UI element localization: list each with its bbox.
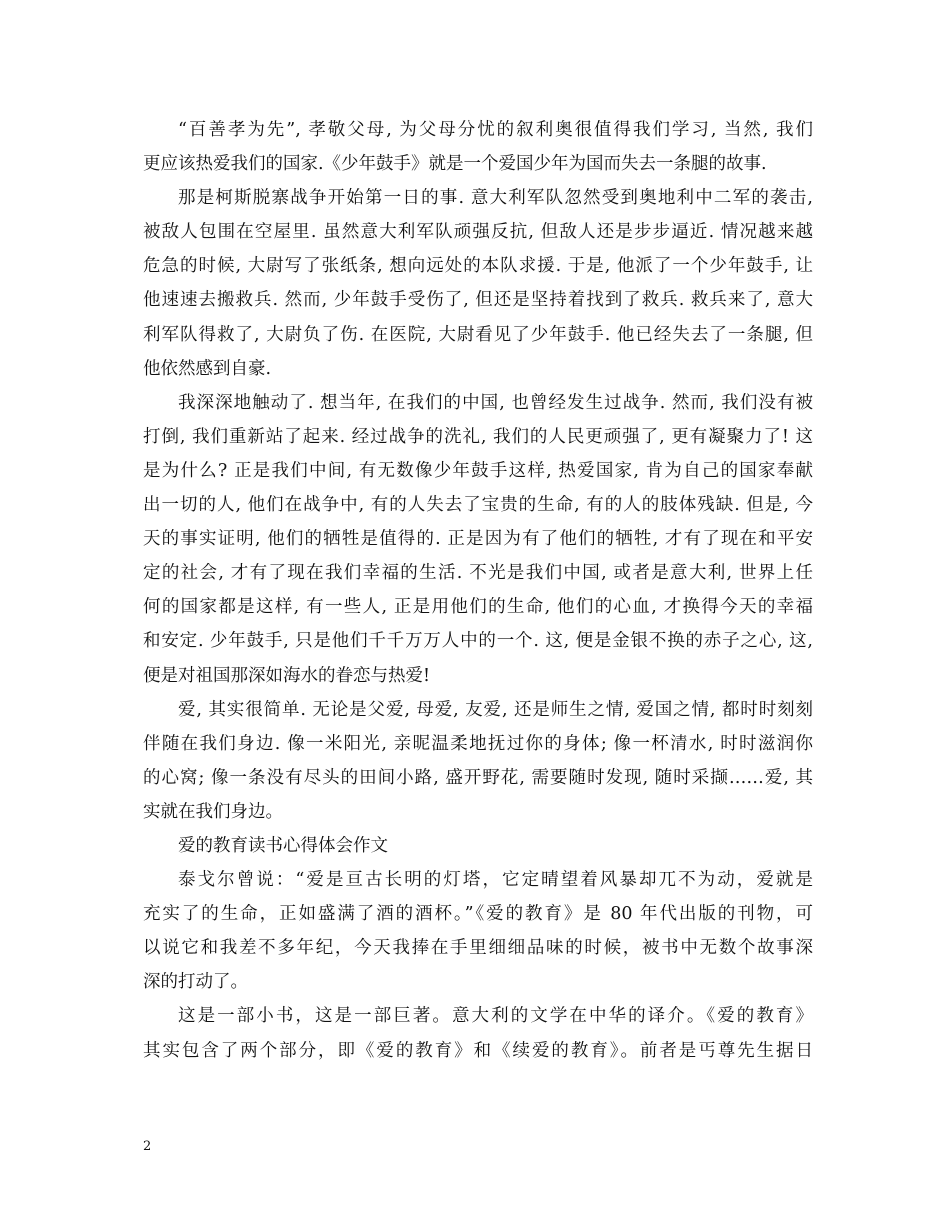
paragraph-2-line-3: 危急的时候, 大尉写了张纸条, 想向远处的本队求援. 于是, 他派了一个少年鼓手, 让: [143, 256, 813, 277]
paragraph-3-line-4: 出一切的人, 他们在战争中, 有的人失去了宝贵的生命, 有的人的肢体残缺. 但是, 今: [143, 495, 813, 516]
paragraph-4-line-3: 的心窝; 像一条没有尽头的田间小路, 盛开野花, 需要随时发现, 随时采撷……爱, 其: [143, 767, 813, 788]
paragraph-3-line-6: 定的社会, 才有了现在我们幸福的生活. 不光是我们中国, 或者是意大利, 世界上任: [143, 563, 813, 584]
paragraph-6-line-3: 以说它和我差不多年纪，今天我捧在手里细细品味的时候，被书中无数个故事深: [143, 938, 813, 959]
paragraph-2-line-5: 利军队得救了, 大尉负了伤. 在医院, 大尉看见了少年鼓手. 他已经失去了一条腿, 但: [143, 324, 813, 345]
paragraph-4-line-4: 实就在我们身边。: [143, 801, 283, 822]
paragraph-7-line-1: 这是一部小书，这是一部巨著。意大利的文学在中华的译介。《爱的教育》: [178, 1006, 813, 1027]
paragraph-4-line-1: 爱, 其实很简单. 无论是父爱, 母爱, 友爱, 还是师生之情, 爱国之情, 都时时刻刻: [178, 699, 813, 720]
page-number: 2: [143, 1139, 152, 1154]
paragraph-1-line-2: 更应该热爱我们的国家.《少年鼓手》就是一个爱国少年为国而失去一条腿的故事.: [143, 154, 767, 175]
paragraph-2-line-6: 他依然感到自豪.: [143, 358, 272, 379]
paragraph-6-line-1: 泰戈尔曾说：“爱是亘古长明的灯塔，它定晴望着风暴却兀不为动，爱就是: [178, 870, 813, 891]
paragraph-1-line-1: “百善孝为先”, 孝敬父母, 为父母分忧的叙利奥很值得我们学习, 当然, 我们: [178, 120, 813, 140]
paragraph-3-line-1: 我深深地触动了. 想当年, 在我们的中国, 也曾经发生过战争. 然而, 我们没有被: [178, 392, 813, 413]
paragraph-3-line-3: 是为什么? 正是我们中间, 有无数像少年鼓手这样, 热爱国家, 肯为自己的国家奉献: [143, 460, 813, 481]
paragraph-2-line-1: 那是柯斯脱寨战争开始第一日的事. 意大利军队忽然受到奥地利中二军的袭击,: [178, 188, 813, 209]
paragraph-2-line-2: 被敌人包围在空屋里. 虽然意大利军队顽强反抗, 但敌人还是步步逼近. 情况越来越: [143, 222, 813, 243]
paragraph-3-line-9: 便是对祖国那深如海水的眷恋与热爱!: [143, 665, 431, 686]
paragraph-3-line-5: 天的事实证明, 他们的牺牲是值得的. 正是因为有了他们的牺牲, 才有了现在和平安: [143, 529, 813, 550]
paragraph-3-line-2: 打倒, 我们重新站了起来. 经过战争的洗礼, 我们的人民更顽强了, 更有凝聚力了! 这: [143, 426, 813, 447]
paragraph-6-line-2: 充实了的生命，正如盛满了酒的酒杯。”《爱的教育》是 80 年代出版的刊物，可: [143, 904, 813, 925]
essay-title-line: 爱的教育读书心得体会作文: [178, 835, 388, 856]
paragraph-2-line-4: 他速速去搬救兵. 然而, 少年鼓手受伤了, 但还是坚持着找到了救兵. 救兵来了, 意大: [143, 290, 813, 311]
paragraph-4-line-2: 伴随在我们身边. 像一米阳光, 亲昵温柔地抚过你的身体; 像一杯清水, 时时滋润你: [143, 733, 813, 754]
document-body: [143, 113, 813, 1068]
paragraph-6-line-4: 深的打动了。: [143, 972, 248, 993]
paragraph-7-line-2: 其实包含了两个部分，即《爱的教育》和《续爱的教育》。前者是丐尊先生据日: [143, 1040, 813, 1061]
paragraph-3-line-7: 何的国家都是这样, 有一些人, 正是用他们的生命, 他们的心血, 才换得今天的幸福: [143, 597, 813, 618]
paragraph-3-line-8: 和安定. 少年鼓手, 只是他们千千万万人中的一个. 这, 便是金银不换的赤子之心, 这,: [143, 631, 813, 652]
